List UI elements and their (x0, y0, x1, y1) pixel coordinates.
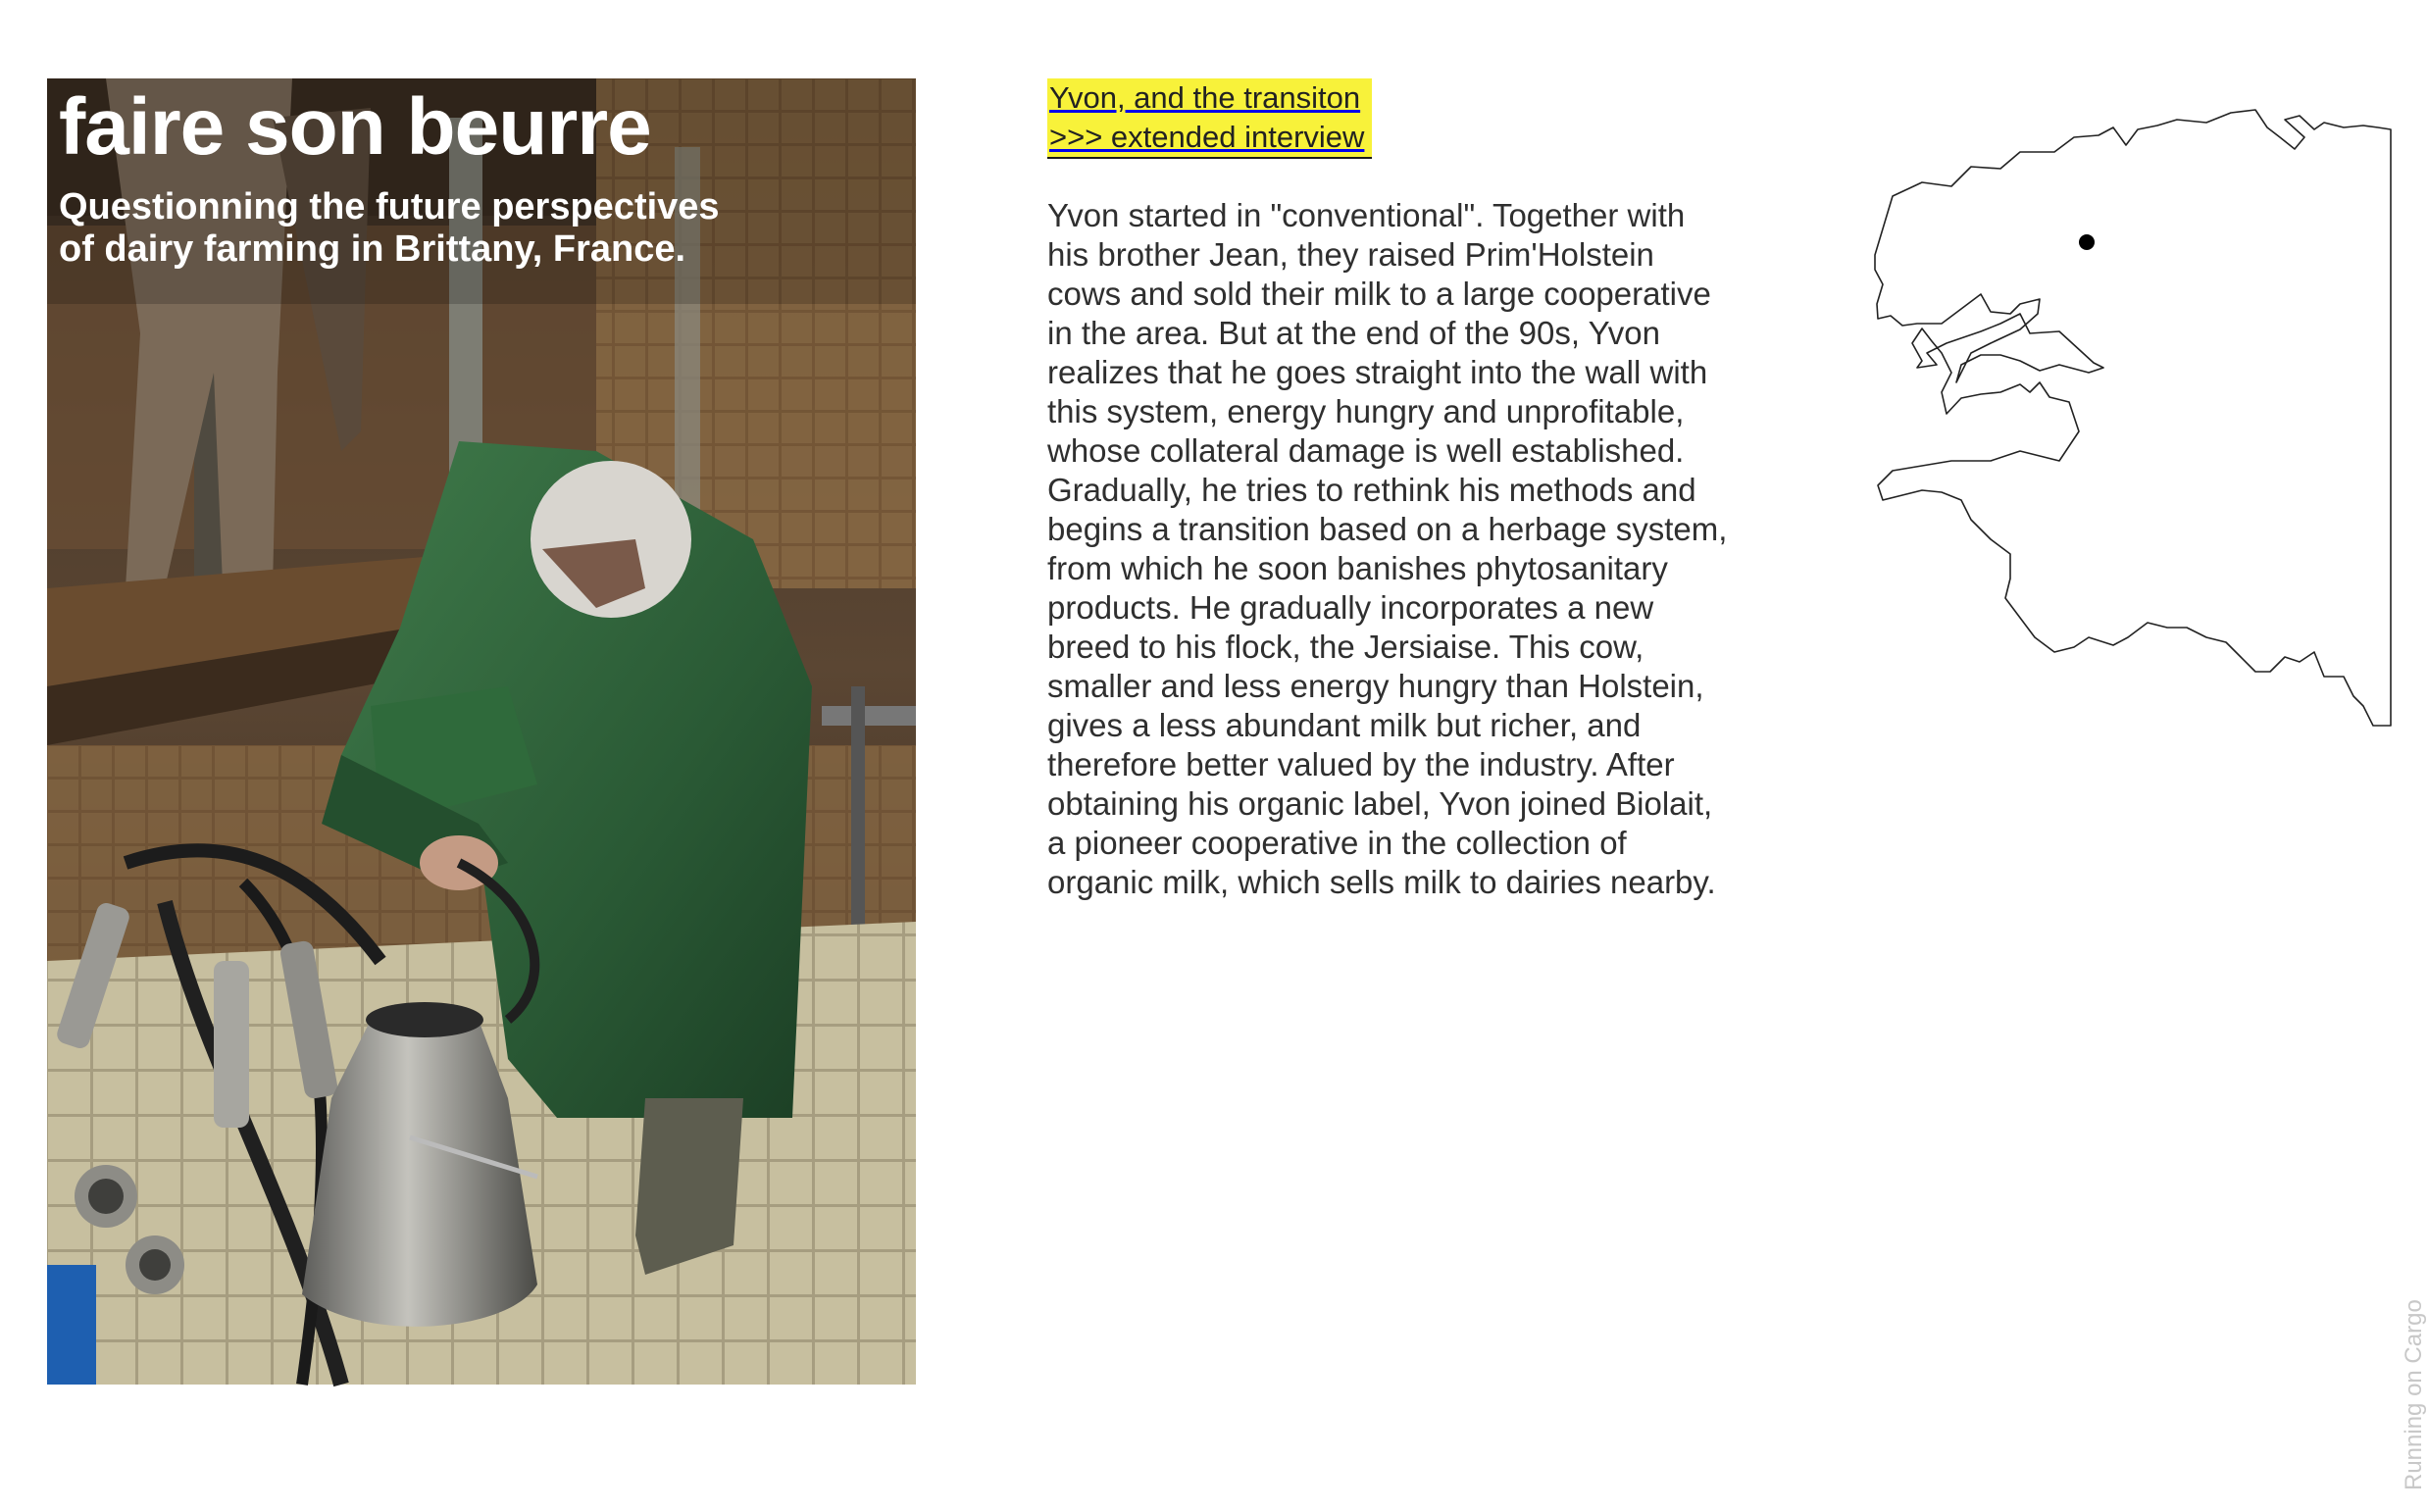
subtitle-line: Questionning the future perspectives (59, 186, 720, 227)
paragraph-line: smaller and less energy hungry than Holstein, (1047, 668, 1704, 704)
subtitle-line: of dairy farming in Brittany, France. (59, 228, 686, 270)
paragraph-line: therefore better valued by the industry. After (1047, 746, 1675, 782)
paragraph-line: from which he soon banishes phytosanitary (1047, 550, 1668, 586)
brittany-map (1863, 108, 2393, 745)
brittany-coastline (1875, 110, 2391, 726)
paragraph-line: organic milk, which sells milk to dairies nearby. (1047, 864, 1716, 900)
link-line-extended: >>> extended interview (1049, 120, 1365, 154)
paragraph-line: this system, energy hungry and unprofitable, (1047, 393, 1685, 429)
paragraph-line: Yvon started in "conventional". Together with (1047, 197, 1686, 233)
hero-photo (47, 78, 916, 1385)
article-paragraph (1047, 196, 1793, 902)
paragraph-line: gives a less abundant milk but richer, and (1047, 707, 1642, 743)
paragraph-line: breed to his flock, the Jersiaise. This cow, (1047, 629, 1644, 665)
paragraph-line: cows and sold their milk to a large cooperative (1047, 276, 1711, 312)
location-marker (2079, 234, 2095, 250)
extended-interview-link[interactable] (1047, 78, 1372, 159)
paragraph-line: obtaining his organic label, Yvon joined Biolait, (1047, 785, 1713, 822)
link-line-title: Yvon, and the transiton (1049, 80, 1361, 115)
page-subtitle (59, 186, 804, 271)
paragraph-line: whose collateral damage is well established. (1047, 432, 1685, 469)
page-title: faire son beurre (59, 82, 651, 172)
paragraph-line: his brother Jean, they raised Prim'Holstein (1047, 236, 1654, 273)
paragraph-line: begins a transition based on a herbage system, (1047, 511, 1728, 547)
paragraph-line: Gradually, he tries to rethink his methods and (1047, 472, 1696, 508)
paragraph-line: products. He gradually incorporates a new (1047, 589, 1654, 626)
paragraph-line: in the area. But at the end of the 90s, Yvon (1047, 315, 1661, 351)
paragraph-line: a pioneer cooperative in the collection of (1047, 825, 1627, 861)
running-on-cargo-credit[interactable]: Running on Cargo (2401, 1299, 2427, 1490)
paragraph-line: realizes that he goes straight into the wall with (1047, 354, 1708, 390)
milking-scene-image (47, 78, 916, 1385)
